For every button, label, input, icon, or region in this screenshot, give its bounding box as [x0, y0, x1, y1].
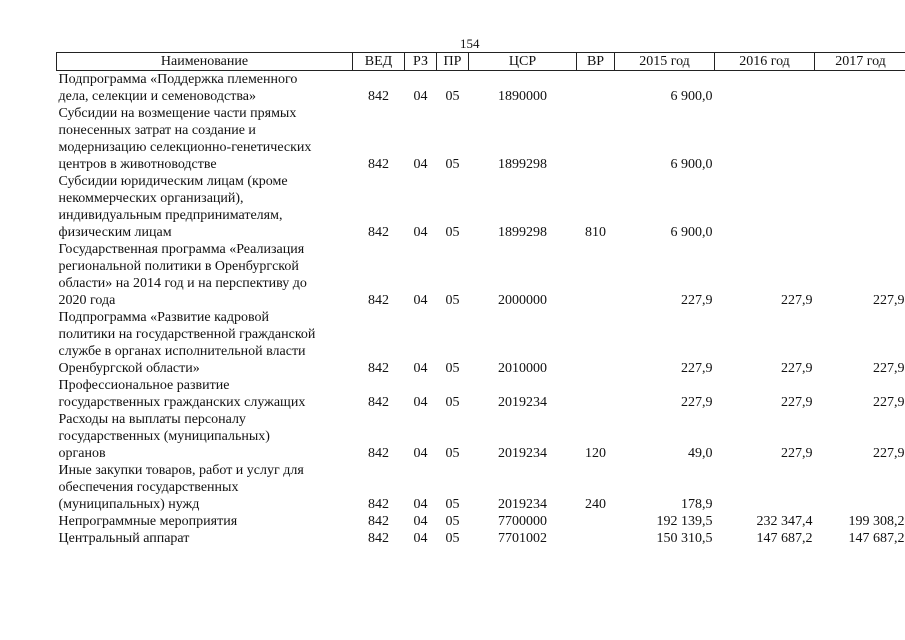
rz-cell: 04 — [413, 514, 428, 529]
amount-2015-cell: 178,9 — [681, 497, 713, 512]
header-pr: ПР — [437, 53, 469, 71]
pr-cell: 05 — [445, 446, 460, 461]
pr-cell: 05 — [445, 361, 460, 376]
page-number: 154 — [460, 36, 480, 51]
csr-cell: 7700000 — [498, 514, 547, 529]
csr-cell: 1890000 — [498, 89, 547, 104]
amount-2016-cell: 227,9 — [781, 446, 813, 461]
item-name-line: Подпрограмма «Развитие кадровой — [58, 310, 270, 325]
amount-2017-cell: 199 308,2 — [848, 514, 905, 529]
item-name-line: органов — [58, 446, 106, 461]
rz-cell: 04 — [413, 395, 428, 410]
item-name-cell — [57, 309, 353, 377]
item-name-line: Центральный аппарат — [58, 531, 190, 546]
ved-cell: 842 — [368, 157, 389, 172]
ved-cell: 842 — [368, 293, 389, 308]
item-name-line: государственных гражданских служащих — [58, 395, 306, 410]
pr-cell: 05 — [445, 225, 460, 240]
header-ved: ВЕД — [353, 53, 405, 71]
vr-cell: 120 — [585, 446, 606, 461]
amount-2016-cell: 227,9 — [781, 361, 813, 376]
rz-cell: 04 — [413, 531, 428, 546]
amount-2016-cell — [715, 462, 815, 513]
item-name-cell — [57, 241, 353, 309]
budget-table — [56, 52, 905, 547]
ved-cell: 842 — [368, 395, 389, 410]
amount-2015-cell: 150 310,5 — [656, 531, 713, 546]
ved-cell: 842 — [368, 497, 389, 512]
vr-cell — [577, 377, 615, 411]
item-name-line: модернизацию селекционно-генетических — [58, 140, 312, 155]
table-row — [57, 411, 905, 462]
item-name-line: области» на 2014 год и на перспективу до — [58, 276, 307, 291]
csr-cell: 2000000 — [498, 293, 547, 308]
header-csr: ЦСР — [469, 53, 577, 71]
rz-cell: 04 — [413, 225, 428, 240]
header-2016: 2016 год — [715, 53, 815, 71]
item-name-cell — [57, 513, 353, 530]
item-name-line: политики на государственной гражданской — [58, 327, 316, 342]
item-name-line: Профессиональное развитие — [58, 378, 230, 393]
vr-cell — [577, 309, 615, 377]
amount-2017-cell — [815, 105, 905, 173]
ved-cell: 842 — [368, 514, 389, 529]
vr-cell — [577, 530, 615, 547]
ved-cell: 842 — [368, 225, 389, 240]
ved-cell: 842 — [368, 361, 389, 376]
item-name-line: государственных (муниципальных) — [58, 429, 270, 444]
amount-2016-cell — [715, 71, 815, 106]
csr-cell: 1899298 — [498, 157, 547, 172]
header-2015: 2015 год — [615, 53, 715, 71]
vr-cell — [577, 105, 615, 173]
item-name-line: Расходы на выплаты персоналу — [58, 412, 246, 427]
amount-2015-cell: 227,9 — [681, 293, 713, 308]
amount-2017-cell — [815, 173, 905, 241]
rz-cell: 04 — [413, 446, 428, 461]
item-name-cell — [57, 105, 353, 173]
amount-2017-cell: 227,9 — [873, 395, 905, 410]
item-name-line: 2020 года — [58, 293, 116, 308]
vr-cell: 240 — [585, 497, 606, 512]
table-row — [57, 105, 905, 173]
pr-cell: 05 — [445, 497, 460, 512]
item-name-line: региональной политики в Оренбургской — [58, 259, 299, 274]
item-name-line: службе в органах исполнительной власти — [58, 344, 306, 359]
item-name-line: индивидуальным предпринимателям, — [58, 208, 283, 223]
amount-2017-cell: 227,9 — [873, 361, 905, 376]
amount-2017-cell: 227,9 — [873, 446, 905, 461]
amount-2015-cell: 227,9 — [681, 361, 713, 376]
item-name-cell — [57, 411, 353, 462]
amount-2016-cell: 147 687,2 — [756, 531, 813, 546]
header-2017: 2017 год — [815, 53, 905, 71]
item-name-line: Государственная программа «Реализация — [58, 242, 305, 257]
ved-cell: 842 — [368, 446, 389, 461]
pr-cell: 05 — [445, 531, 460, 546]
item-name-line: Иные закупки товаров, работ и услуг для — [58, 463, 304, 478]
rz-cell: 04 — [413, 293, 428, 308]
amount-2015-cell: 6 900,0 — [670, 225, 713, 240]
table-row — [57, 530, 905, 547]
item-name-line: Субсидии юридическим лицам (кроме — [58, 174, 288, 189]
item-name-line: физическим лицам — [58, 225, 172, 240]
item-name-line: Непрограммные мероприятия — [58, 514, 238, 529]
amount-2016-cell — [715, 173, 815, 241]
rz-cell: 04 — [413, 157, 428, 172]
rz-cell: 04 — [413, 89, 428, 104]
item-name-line: некоммерческих организаций), — [58, 191, 244, 206]
pr-cell: 05 — [445, 395, 460, 410]
table-row — [57, 173, 905, 241]
table-row — [57, 309, 905, 377]
csr-cell: 2019234 — [498, 395, 547, 410]
pr-cell: 05 — [445, 514, 460, 529]
amount-2017-cell: 147 687,2 — [848, 531, 905, 546]
vr-cell: 810 — [585, 225, 606, 240]
csr-cell: 2019234 — [498, 446, 547, 461]
ved-cell: 842 — [368, 531, 389, 546]
item-name-line: (муниципальных) нужд — [58, 497, 200, 512]
table-row — [57, 377, 905, 411]
amount-2016-cell: 227,9 — [781, 395, 813, 410]
amount-2015-cell: 6 900,0 — [670, 157, 713, 172]
csr-cell: 7701002 — [498, 531, 547, 546]
vr-cell — [577, 241, 615, 309]
pr-cell: 05 — [445, 157, 460, 172]
header-name: Наименование — [57, 53, 353, 71]
item-name-line: Подпрограмма «Поддержка племенного — [58, 72, 298, 87]
amount-2017-cell — [815, 462, 905, 513]
csr-cell: 2019234 — [498, 497, 547, 512]
item-name-cell — [57, 173, 353, 241]
amount-2015-cell: 49,0 — [688, 446, 713, 461]
item-name-cell — [57, 530, 353, 547]
item-name-line: Оренбургской области» — [58, 361, 200, 376]
item-name-line: обеспечения государственных — [58, 480, 239, 495]
item-name-cell — [57, 71, 353, 106]
table-row — [57, 71, 905, 106]
amount-2015-cell: 227,9 — [681, 395, 713, 410]
item-name-line: дела, селекции и семеноводства» — [58, 89, 256, 104]
item-name-line: центров в животноводстве — [58, 157, 217, 172]
amount-2015-cell: 6 900,0 — [670, 89, 713, 104]
amount-2016-cell: 227,9 — [781, 293, 813, 308]
item-name-cell — [57, 462, 353, 513]
header-vr: ВР — [577, 53, 615, 71]
amount-2016-cell: 232 347,4 — [756, 514, 813, 529]
table-header-row — [57, 53, 905, 71]
table-row — [57, 241, 905, 309]
rz-cell: 04 — [413, 361, 428, 376]
pr-cell: 05 — [445, 89, 460, 104]
rz-cell: 04 — [413, 497, 428, 512]
table-row — [57, 462, 905, 513]
ved-cell: 842 — [368, 89, 389, 104]
item-name-line: понесенных затрат на создание и — [58, 123, 256, 138]
amount-2016-cell — [715, 105, 815, 173]
table-row — [57, 513, 905, 530]
amount-2017-cell — [815, 71, 905, 106]
item-name-cell — [57, 377, 353, 411]
header-rz: РЗ — [405, 53, 437, 71]
amount-2015-cell: 192 139,5 — [656, 514, 713, 529]
csr-cell: 2010000 — [498, 361, 547, 376]
item-name-line: Субсидии на возмещение части прямых — [58, 106, 297, 121]
vr-cell — [577, 71, 615, 106]
amount-2017-cell: 227,9 — [873, 293, 905, 308]
pr-cell: 05 — [445, 293, 460, 308]
csr-cell: 1899298 — [498, 225, 547, 240]
vr-cell — [577, 513, 615, 530]
